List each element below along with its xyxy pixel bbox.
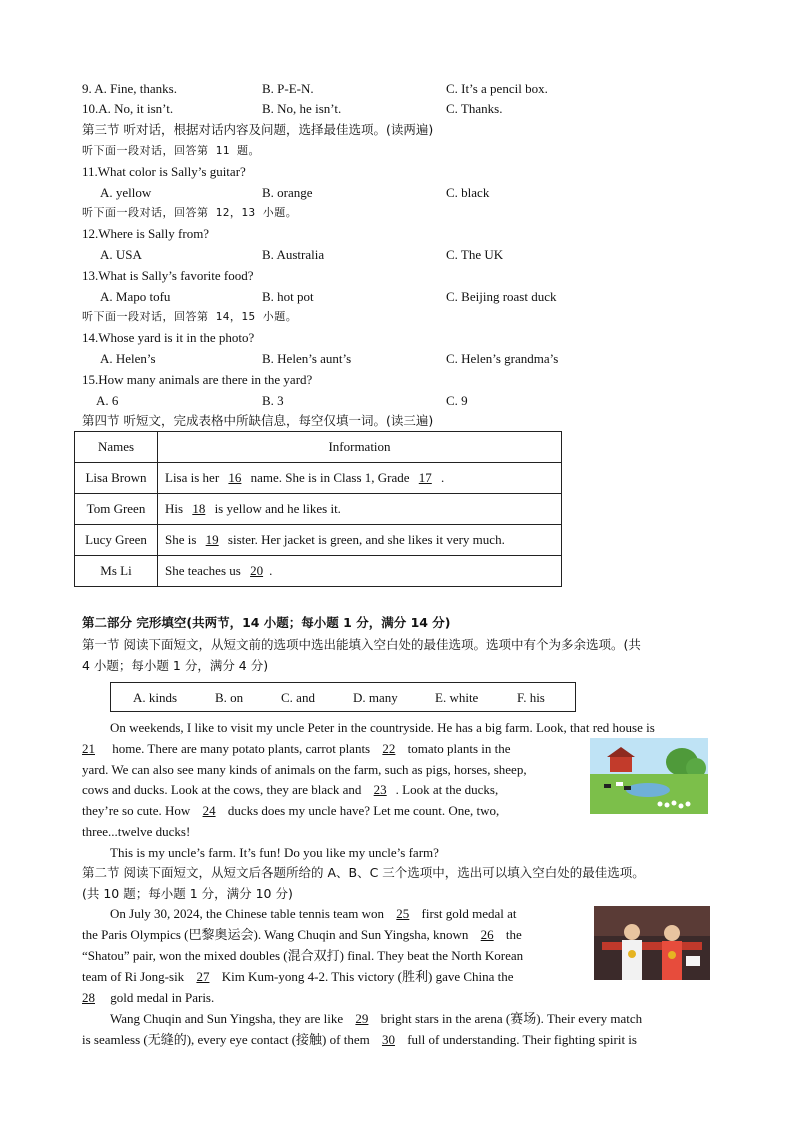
passage2-line-6: [110, 1009, 642, 1030]
row-info: [158, 494, 562, 525]
passage-text: Kim Kum-yong 4-2. This victory (胜利) gave China the: [221, 969, 514, 984]
q11-question: 11.What color is Sally’s guitar?: [82, 164, 246, 179]
blank-23[interactable]: 23: [373, 782, 387, 797]
passage1-line-7: This is my uncle’s farm. It’s fun! Do you like my uncle’s farm?: [110, 845, 439, 860]
part2-sec2-instruction-1: 第二节 阅读下面短文，从短文后各题所给的 A、B、C 三个选项中，选出可以填入空白处的最佳选项。: [82, 865, 645, 880]
blank-25[interactable]: 25: [396, 906, 410, 921]
passage-text: home. There are many potato plants, carrot plants: [112, 741, 371, 756]
row-info: [158, 556, 562, 587]
q13-question: 13.What is Sally’s favorite food?: [82, 268, 254, 283]
option-e: E. white: [435, 690, 479, 705]
passage2-line-2: [82, 925, 522, 946]
q10-option-a: 10.A. No, it isn’t.: [82, 101, 174, 116]
info-text: sister. Her jacket is green, and she likes it very much.: [227, 532, 505, 547]
blank-16[interactable]: 16: [228, 470, 242, 485]
blank-20[interactable]: 20: [250, 563, 264, 578]
section3-intro-2: 听下面一段对话，回答第 12，13 小题。: [82, 206, 298, 219]
table-tennis-champions-picture: [594, 906, 710, 980]
q13-option-c: C. Beijing roast duck: [446, 289, 557, 304]
q11-option-b: B. orange: [262, 185, 313, 200]
q11-option-a: A. yellow: [100, 185, 152, 200]
part2-heading: 第二部分 完形填空(共两节，14 小题；每小题 1 分，满分 14 分): [82, 615, 451, 630]
info-text: is yellow and he likes it.: [214, 501, 341, 516]
q14-option-b: B. Helen’s aunt’s: [262, 351, 352, 366]
part2-sec2-instruction-2: (共 10 题；每小题 1 分，满分 10 分): [82, 886, 293, 901]
passage-text: ducks does my uncle have? Let me count. One, two,: [227, 803, 500, 818]
passage-text: gold medal in Paris.: [110, 990, 215, 1005]
q12-question: 12.Where is Sally from?: [82, 226, 210, 241]
q9-option-b: B. P-E-N.: [262, 81, 314, 96]
passage-text: On July 30, 2024, the Chinese table tennis team won: [110, 906, 385, 921]
q15-option-c: C. 9: [446, 393, 468, 408]
passage-text: . Look at the ducks,: [395, 782, 499, 797]
q15-option-a: A. 6: [96, 393, 119, 408]
passage1-line-6: three...twelve ducks!: [82, 824, 191, 839]
info-text: His: [165, 501, 184, 516]
info-text: She is: [165, 532, 197, 547]
q9-option-c: C. It’s a pencil box.: [446, 81, 548, 96]
passage2-line-7: [82, 1030, 637, 1051]
row-info: [158, 463, 562, 494]
q12-option-c: C. The UK: [446, 247, 504, 262]
q10-option-c: C. Thanks.: [446, 101, 503, 116]
blank-22[interactable]: 22: [382, 741, 396, 756]
row-name: Lucy Green: [75, 525, 158, 556]
option-d: D. many: [353, 690, 398, 705]
blank-18[interactable]: 18: [192, 501, 206, 516]
passage-text: tomato plants in the: [407, 741, 511, 756]
row-info: [158, 525, 562, 556]
q11-option-c: C. black: [446, 185, 490, 200]
passage2-line-1: [110, 904, 517, 925]
table-header-row: [75, 432, 562, 463]
section3-intro-1: 听下面一段对话，回答第 11 题。: [82, 144, 260, 157]
q15-question: 15.How many animals are there in the yard?: [82, 372, 313, 387]
option-f: F. his: [517, 690, 545, 705]
q14-option-a: A. Helen’s: [100, 351, 156, 366]
passage-text: first gold medal at: [421, 906, 517, 921]
q14-question: 14.Whose yard is it in the photo?: [82, 330, 255, 345]
info-table: [74, 431, 562, 587]
passage-text: they’re so cute. How: [82, 803, 191, 818]
passage2-line-4: [82, 967, 514, 988]
header-names: Names: [75, 432, 158, 463]
option-b: B. on: [215, 690, 244, 705]
passage-text: team of Ri Jong-sik: [82, 969, 185, 984]
blank-21[interactable]: 21: [82, 741, 95, 756]
info-text: .: [441, 470, 445, 485]
table-row: [75, 494, 562, 525]
passage-text: cows and ducks. Look at the cows, they are black and: [82, 782, 362, 797]
row-name: Lisa Brown: [75, 463, 158, 494]
passage-text: full of understanding. Their fighting spirit is: [407, 1032, 637, 1047]
passage-text: is seamless (无缝的), every eye contact (接触) of them: [82, 1032, 370, 1047]
passage-text: the: [505, 927, 522, 942]
passage-text: the Paris Olympics (巴黎奥运会). Wang Chuqin and Sun Yingsha, known: [82, 927, 469, 942]
q9-option-a: 9. A. Fine, thanks.: [82, 81, 177, 96]
q10-option-b: B. No, he isn’t.: [262, 101, 342, 116]
info-text: .: [269, 563, 273, 578]
blank-19[interactable]: 19: [205, 532, 219, 547]
row-name: Tom Green: [75, 494, 158, 525]
q14-option-c: C. Helen’s grandma’s: [446, 351, 559, 366]
section3-heading: 第三节 听对话，根据对话内容及问题，选择最佳选项。(读两遍): [82, 122, 434, 137]
option-a: A. kinds: [133, 690, 178, 705]
passage2-line-3: “Shatou” pair, won the mixed doubles (混合双打) final. They beat the North Korean: [82, 948, 524, 963]
info-text: She teaches us: [165, 563, 241, 578]
blank-24[interactable]: 24: [202, 803, 216, 818]
passage1-line-4: [82, 780, 498, 801]
q15-option-b: B. 3: [262, 393, 284, 408]
info-text: name. She is in Class 1, Grade: [250, 470, 410, 485]
q13-option-b: B. hot pot: [262, 289, 314, 304]
passage-text: bright stars in the arena (赛场). Their every match: [380, 1011, 643, 1026]
blank-30[interactable]: 30: [381, 1032, 395, 1047]
passage-text: Wang Chuqin and Sun Yingsha, they are like: [110, 1011, 344, 1026]
table-row: [75, 463, 562, 494]
passage2-line-5: [82, 988, 214, 1009]
farm-picture: [590, 738, 708, 814]
blank-26[interactable]: 26: [480, 927, 494, 942]
part2-sec1-instruction-2: 4 小题；每小题 1 分，满分 4 分): [82, 658, 269, 673]
q12-option-b: B. Australia: [262, 247, 325, 262]
info-text: Lisa is her: [165, 470, 220, 485]
table-row: [75, 525, 562, 556]
part2-sec1-instruction-1: 第一节 阅读下面短文，从短文前的选项中选出能填入空白处的最佳选项。选项中有个为多余选项。(共: [82, 637, 641, 652]
blank-28[interactable]: 28: [82, 990, 95, 1005]
section3-intro-3: 听下面一段对话，回答第 14，15 小题。: [82, 310, 298, 323]
blank-27[interactable]: 27: [196, 969, 210, 984]
section4-heading: 第四节 听短文，完成表格中所缺信息，每空仅填一词。(读三遍): [82, 413, 434, 428]
table-row: [75, 556, 562, 587]
word-options-box: [110, 682, 576, 712]
q13-option-a: A. Mapo tofu: [100, 289, 171, 304]
passage1-line-1: On weekends, I like to visit my uncle Peter in the countryside. He has a big farm. Look, that red house is: [110, 720, 655, 735]
blank-29[interactable]: 29: [355, 1011, 369, 1026]
passage1-line-3: yard. We can also see many kinds of animals on the farm, such as pigs, horses, sheep,: [82, 762, 527, 777]
header-information: Information: [158, 432, 562, 463]
passage1-line-2: [82, 739, 511, 760]
row-name: Ms Li: [75, 556, 158, 587]
blank-17[interactable]: 17: [418, 470, 432, 485]
q12-option-a: A. USA: [100, 247, 142, 262]
passage1-line-5: [82, 801, 499, 822]
option-c: C. and: [281, 690, 315, 705]
